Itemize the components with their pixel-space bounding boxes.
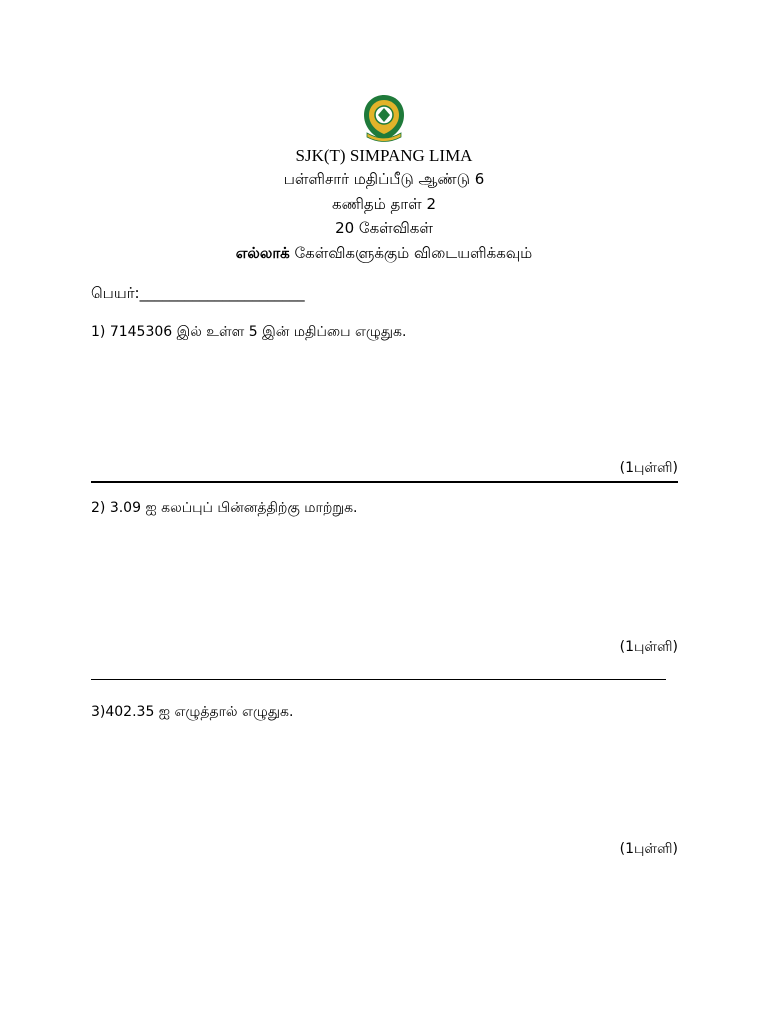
name-field-line: பெயர்:______________________ bbox=[91, 284, 305, 302]
question-3-marks: (1புள்ளி) bbox=[619, 841, 678, 857]
school-crest-logo bbox=[361, 93, 407, 143]
subject-paper: கணிதம் தாள் 2 bbox=[332, 195, 436, 213]
question-2: 2) 3.09 ஐ கலப்புப் பின்னத்திற்கு மாற்றுக. bbox=[91, 500, 358, 516]
divider-1 bbox=[91, 481, 678, 483]
question-1-marks: (1புள்ளி) bbox=[619, 460, 678, 476]
instruction-text: கேள்விகளுக்கும் விடையளிக்கவும் bbox=[289, 244, 533, 262]
exam-title: பள்ளிசார் மதிப்பீடு ஆண்டு 6 bbox=[283, 170, 485, 188]
question-1: 1) 7145306 இல் உள்ள 5 இன் மதிப்பை எழுதுக. bbox=[91, 324, 407, 340]
question-3: 3)402.35 ஐ எழுத்தால் எழுதுக. bbox=[91, 704, 294, 720]
instruction-bold: எல்லாக் bbox=[235, 244, 290, 262]
divider-2 bbox=[91, 679, 666, 680]
instruction bbox=[0, 244, 768, 264]
question-2-marks: (1புள்ளி) bbox=[619, 639, 678, 655]
school-name: SJK(T) SIMPANG LIMA bbox=[295, 146, 473, 165]
question-count: 20 கேள்விகள் bbox=[335, 219, 433, 237]
